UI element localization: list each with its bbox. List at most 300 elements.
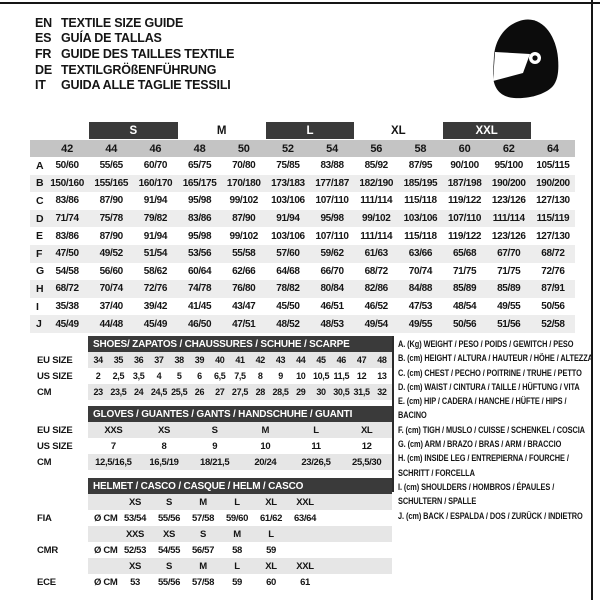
value-cell: 47 — [356, 355, 367, 365]
measurement-value: 103/106 — [271, 195, 305, 207]
row-values — [88, 574, 392, 590]
measurement-value: 127/130 — [536, 195, 570, 207]
measurement-value: 123/126 — [491, 230, 526, 242]
value-cell: 4 — [156, 371, 162, 381]
gloves-title-text: GLOVES / GUANTES / GANTS / HANDSCHUHE / GUANTI — [93, 408, 353, 420]
language-code: IT — [35, 78, 46, 93]
measurement-value: 47/50 — [55, 248, 79, 260]
value-cell: 61 — [300, 576, 310, 588]
legend-item: B. (cm) HEIGHT / ALTURA / HAUTEUR / HÖHE / ALTEZZA — [398, 353, 593, 364]
row-side-label: CMR — [37, 544, 59, 556]
row-side-label: FIA — [37, 512, 52, 524]
value-cell: 11 — [311, 440, 321, 452]
measurement-value: 87/95 — [408, 160, 433, 172]
row-values — [88, 526, 392, 542]
shoes-table — [30, 336, 392, 400]
measurement-value: 119/122 — [448, 230, 482, 242]
size-header-cell: 62 — [502, 142, 515, 155]
size-header-cell: 48 — [193, 142, 206, 155]
value-cell: L — [268, 528, 274, 540]
value-cell: 55/56 — [157, 576, 181, 588]
value-cell: 23,5 — [110, 387, 127, 397]
value-cell: 30 — [316, 387, 326, 397]
unit-label: Ø CM — [94, 512, 118, 524]
measurement-value: 83/88 — [320, 160, 344, 172]
row-values — [88, 558, 392, 574]
unit-label: Ø CM — [94, 544, 118, 556]
measurement-legend — [398, 337, 593, 523]
measurement-value: 70/74 — [408, 265, 433, 277]
value-cell: 24 — [134, 387, 144, 397]
measurement-value: 48/52 — [276, 318, 300, 330]
value-cell: XL — [265, 496, 277, 508]
value-cell: 31,5 — [353, 387, 370, 397]
value-cell: 16,5/19 — [149, 456, 179, 468]
value-cell: XL — [265, 560, 277, 572]
measurement-value: 48/53 — [320, 318, 344, 330]
value-cell: 13 — [377, 371, 387, 381]
measurement-row-d — [30, 210, 575, 228]
value-cell: 10 — [296, 371, 306, 381]
measurement-value: 87/91 — [541, 283, 565, 295]
value-cell: M — [199, 560, 207, 572]
measurement-value: 62/66 — [232, 265, 256, 277]
row-values — [88, 422, 392, 438]
value-cell: 23 — [93, 387, 103, 397]
measurement-value: 54/58 — [55, 265, 79, 277]
legend-item: I. (cm) SHOULDERS / HOMBROS / ÉPAULES / SCHULTERN / SPALLE — [398, 481, 555, 507]
measurement-value: 95/98 — [187, 195, 212, 207]
value-cell: 59 — [232, 576, 242, 588]
language-title: GUIDA ALLE TAGLIE TESSILI — [61, 78, 231, 93]
value-cell: 18/21,5 — [200, 456, 230, 468]
row-side-label — [30, 526, 88, 542]
value-cell: 39 — [194, 355, 205, 365]
size-group-l: L — [266, 122, 354, 139]
textile-size-table — [30, 122, 575, 333]
language-code: FR — [35, 46, 52, 61]
measurement-value: 85/89 — [497, 283, 521, 295]
value-cell: 57/58 — [191, 512, 215, 524]
legend-item: E. (cm) HIP / CADERA / HANCHE / HÜFTE / HIPS / BACINO — [398, 396, 567, 421]
row-side-label: EU SIZE — [37, 354, 73, 366]
value-cell: 25,5/30 — [352, 456, 382, 468]
measurement-value: 91/94 — [276, 213, 300, 225]
value-cell: XS — [129, 496, 141, 508]
measurement-value: 95/98 — [320, 213, 344, 225]
measurement-value: 45/49 — [143, 318, 168, 330]
filler-cell — [322, 526, 392, 542]
measurement-value: 87/90 — [232, 213, 256, 225]
measurement-value: 190/200 — [536, 177, 570, 189]
measurement-value: 60/70 — [143, 160, 168, 172]
measurement-value: 90/100 — [450, 160, 479, 172]
measurement-value: 66/70 — [320, 265, 344, 277]
measurement-value: 46/51 — [320, 301, 344, 313]
row-values — [88, 454, 392, 470]
size-header-row — [30, 140, 575, 157]
filler-cell — [322, 494, 392, 510]
measurement-value: 170/180 — [226, 177, 261, 189]
legend-divider-line — [392, 336, 394, 492]
measurement-value: 182/190 — [359, 177, 394, 189]
spacer-cell — [30, 336, 88, 352]
value-cell: 3,5 — [132, 371, 145, 381]
row-label: A — [36, 159, 44, 172]
measurement-value: 115/118 — [404, 230, 437, 242]
measurement-value: 83/86 — [55, 195, 79, 207]
measurement-value: 49/55 — [497, 301, 521, 313]
unit-label — [88, 558, 118, 574]
value-cell: S — [166, 560, 172, 572]
measurement-value: 49/52 — [99, 248, 123, 260]
value-cell: M — [199, 496, 207, 508]
measurement-value: 49/55 — [408, 318, 433, 330]
value-cell: 53 — [130, 576, 140, 588]
value-cell: 7,5 — [234, 371, 246, 381]
measurement-value: 91/94 — [143, 230, 168, 242]
value-cell: 8 — [257, 371, 263, 381]
value-cell: 23/26,5 — [301, 456, 331, 468]
measurement-row-c — [30, 192, 575, 210]
measurement-value: 52/58 — [541, 318, 565, 330]
language-row — [35, 62, 234, 78]
value-cell: 58 — [232, 544, 242, 556]
value-cell: L — [234, 560, 240, 572]
measurement-value: 127/130 — [536, 230, 570, 242]
row-side-label: CM — [37, 386, 52, 398]
value-cell: XS — [163, 528, 175, 540]
size-header-spacer — [30, 140, 45, 157]
measurement-value: 64/68 — [276, 265, 300, 277]
measurement-value: 46/52 — [364, 301, 388, 313]
measurement-value: 71/75 — [497, 265, 521, 277]
value-cell: 46 — [336, 355, 346, 365]
value-cell: 8 — [161, 440, 167, 452]
measurement-value: 39/42 — [143, 301, 168, 313]
measurement-value: 111/114 — [360, 195, 393, 207]
measurement-row-h — [30, 280, 575, 298]
measurement-value: 123/126 — [491, 195, 526, 207]
measurement-value: 53/56 — [187, 248, 212, 260]
spacer-cell — [30, 478, 88, 494]
size-group-xl: XL — [390, 124, 406, 137]
value-cell: S — [200, 528, 206, 540]
row-values — [88, 494, 392, 510]
row-label: J — [36, 318, 42, 331]
value-cell: 60 — [266, 576, 276, 588]
measurement-value: 50/60 — [55, 160, 79, 172]
measurement-value: 80/84 — [320, 283, 344, 295]
measurement-value: 72/76 — [541, 265, 565, 277]
value-cell: L — [234, 496, 240, 508]
helmet-title-text: HELMET / CASCO / CASQUE / HELM / CASCO — [93, 480, 304, 492]
value-cell: 43 — [275, 355, 286, 365]
value-cell: 45 — [316, 355, 326, 365]
value-cell: 6 — [197, 371, 202, 381]
value-cell: 10 — [260, 440, 271, 452]
language-title: TEXTILGRÖßENFÜHRUNG — [61, 62, 217, 77]
measurement-value: 51/54 — [143, 248, 168, 260]
value-cell: 27,5 — [231, 387, 249, 397]
measurement-value: 84/88 — [408, 283, 433, 295]
value-cell: 63/64 — [293, 512, 317, 524]
value-cell: L — [313, 424, 319, 436]
row-side-label: EU SIZE — [37, 424, 73, 436]
row-label: G — [36, 265, 44, 278]
unit-label — [88, 494, 118, 510]
measurement-value: 187/198 — [447, 177, 482, 189]
measurement-value: 185/195 — [403, 177, 438, 189]
filler-cell — [322, 542, 392, 558]
measurement-value: 85/92 — [364, 160, 388, 172]
measurement-value: 115/119 — [536, 213, 570, 225]
measurement-value: 87/90 — [99, 195, 123, 207]
measurement-value: 107/110 — [315, 230, 349, 242]
value-cell: 20/24 — [254, 456, 277, 468]
measurement-value: 37/40 — [99, 301, 123, 313]
measurement-value: 46/50 — [187, 318, 212, 330]
value-cell: M — [261, 424, 270, 436]
measurement-value: 173/183 — [271, 177, 305, 189]
size-header-cell: 42 — [61, 142, 73, 155]
value-cell: 52/53 — [123, 544, 147, 556]
row-values — [88, 510, 392, 526]
measurement-value: 48/54 — [452, 301, 477, 313]
legend-item: J. (cm) BACK / ESPALDA / DOS / ZURÜCK / INDIETRO — [398, 510, 583, 521]
measurement-value: 160/170 — [138, 177, 173, 189]
legend-item: G. (cm) ARM / BRAZO / BRAS / ARM / BRACCIO — [398, 439, 562, 450]
value-cell: 54/55 — [157, 544, 181, 556]
measurement-value: 68/72 — [541, 248, 565, 260]
row-label: E — [36, 230, 43, 243]
measurement-value: 78/82 — [276, 283, 300, 295]
value-cell: 29 — [296, 387, 306, 397]
measurement-value: 82/86 — [364, 283, 388, 295]
measurement-value: 75/78 — [99, 213, 123, 225]
value-cell: S — [166, 496, 172, 508]
row-label: F — [36, 247, 43, 260]
value-cell — [288, 542, 322, 558]
helmet-table — [30, 478, 392, 590]
value-cell: 59/60 — [225, 512, 249, 524]
value-cell: XS — [129, 560, 141, 572]
measurement-value: 155/165 — [94, 177, 129, 189]
value-cell: 42 — [255, 355, 265, 365]
row-values — [88, 384, 392, 400]
measurement-value: 103/106 — [271, 230, 305, 242]
value-cell: 10,5 — [312, 371, 330, 381]
size-header-cell: 60 — [458, 142, 471, 155]
measurement-value: 65/75 — [187, 160, 212, 172]
row-label: I — [36, 300, 39, 313]
group-spacer — [30, 122, 89, 139]
value-cell: 37 — [154, 355, 164, 365]
value-cell: XL — [360, 424, 373, 436]
measurement-value: 58/62 — [143, 265, 168, 277]
size-group-xxl: XXL — [443, 122, 531, 139]
legend-item: C. (cm) CHEST / PECHO / POITRINE / TRUHE / PETTO — [398, 367, 582, 378]
measurement-value: 44/48 — [99, 318, 123, 330]
value-cell: 57/58 — [191, 576, 215, 588]
accessory-tables — [30, 336, 392, 590]
value-cell: 48 — [377, 355, 387, 365]
measurement-value: 50/56 — [452, 318, 477, 330]
row-values — [88, 352, 392, 368]
size-header-cell: 46 — [149, 142, 162, 155]
measurement-value: 45/50 — [276, 301, 300, 313]
value-cell: 35 — [113, 355, 124, 365]
measurement-value: 68/72 — [364, 265, 388, 277]
row-values — [88, 368, 392, 384]
value-cell: 9 — [278, 371, 283, 381]
measurement-value: 59/62 — [320, 248, 344, 260]
measurement-row-g — [30, 263, 575, 281]
value-cell: 11,5 — [333, 371, 350, 381]
language-title: GUÍA DE TALLAS — [61, 31, 162, 46]
measurement-value: 87/90 — [99, 230, 123, 242]
measurement-row-j — [30, 315, 575, 333]
size-header-cell: 64 — [546, 142, 559, 155]
value-cell: 38 — [174, 355, 184, 365]
value-cell: 36 — [134, 355, 144, 365]
value-cell: 28 — [255, 387, 265, 397]
filler-cell — [322, 510, 392, 526]
measurement-value: 47/51 — [232, 318, 256, 330]
shoes-title-bar — [88, 336, 392, 352]
value-cell: 12 — [356, 371, 367, 381]
value-cell: 34 — [93, 355, 103, 365]
helmet-icon — [490, 18, 562, 102]
measurement-value: 76/80 — [232, 283, 256, 295]
value-cell: 41 — [235, 355, 245, 365]
legend-item: A. (Kg) WEIGHT / PESO / POIDS / GEWITCH / PESO — [398, 339, 574, 349]
size-header-cell: 58 — [414, 142, 427, 155]
value-cell: XXS — [104, 424, 123, 436]
measurement-value: 55/65 — [99, 160, 123, 172]
filler-cell — [322, 574, 392, 590]
measurement-value: 71/74 — [55, 213, 79, 225]
size-group-s: S — [89, 122, 177, 139]
value-cell: 24,5 — [150, 387, 167, 397]
helmet-title-bar — [88, 478, 392, 494]
legend-item: H. (cm) INSIDE LEG / ENTREPIERNA / FOURCHE / SCHRITT / FORCELLA — [398, 453, 569, 478]
language-code: EN — [35, 15, 52, 30]
value-cell: 53/54 — [123, 512, 147, 524]
size-header-cell: 44 — [105, 142, 118, 155]
measurement-value: 55/58 — [232, 248, 256, 260]
measurement-value: 105/115 — [536, 160, 570, 172]
value-cell: XXL — [296, 496, 314, 508]
measurement-value: 50/56 — [541, 301, 565, 313]
legend-item: F. (cm) TIGH / MUSLO / CUISSE / SCHENKEL / COSCIA — [398, 424, 585, 435]
value-cell: 12,5/16,5 — [95, 456, 132, 468]
measurement-value: 47/53 — [408, 301, 433, 313]
value-cell: 30,5 — [333, 387, 350, 397]
row-values — [88, 542, 392, 558]
legend-item: D. (cm) WAIST / CINTURA / TAILLE / HÜFTUNG / VITA — [398, 381, 580, 392]
measurement-value: 103/106 — [403, 213, 438, 225]
measurement-value: 83/86 — [187, 213, 212, 225]
language-title: TEXTILE SIZE GUIDE — [61, 15, 184, 30]
row-side-label — [30, 494, 88, 510]
measurement-value: 165/175 — [182, 177, 217, 189]
row-side-label: US SIZE — [37, 440, 73, 452]
language-title: GUIDE DES TAILLES TEXTILE — [61, 46, 235, 61]
value-cell: 7 — [110, 440, 116, 452]
shoes-title-text: SHOES/ ZAPATOS / CHAUSSURES / SCHUHE / SCARPE — [93, 338, 350, 350]
value-cell: 56/57 — [191, 544, 215, 556]
value-cell: 40 — [215, 355, 225, 365]
row-side-label: CM — [37, 456, 52, 468]
measurement-value: 70/80 — [232, 160, 256, 172]
unit-label — [88, 526, 118, 542]
measurement-value: 83/86 — [55, 230, 79, 242]
row-side-label — [30, 558, 88, 574]
measurement-value: 63/66 — [408, 248, 433, 260]
filler-cell — [322, 558, 392, 574]
language-row — [35, 31, 234, 47]
measurement-value: 67/70 — [497, 248, 521, 260]
language-code: ES — [35, 31, 52, 46]
language-row — [35, 15, 234, 31]
measurement-value: 99/102 — [361, 213, 391, 225]
measurement-row-a — [30, 157, 575, 175]
measurement-value: 150/160 — [50, 177, 84, 189]
measurement-value: 107/110 — [315, 195, 349, 207]
gloves-title-bar — [88, 406, 392, 422]
gloves-table — [30, 406, 392, 470]
language-row — [35, 46, 234, 62]
value-cell: 2,5 — [112, 371, 125, 381]
measurement-value: 49/54 — [364, 318, 388, 330]
value-cell: 27 — [215, 387, 225, 397]
measurement-value: 115/118 — [404, 195, 437, 207]
value-cell — [288, 526, 322, 542]
value-cell: 55/56 — [157, 512, 181, 524]
value-cell: 28,5 — [272, 387, 289, 397]
measurement-row-f — [30, 245, 575, 263]
measurement-value: 61/63 — [364, 248, 388, 260]
spacer-cell — [30, 406, 88, 422]
measurement-value: 35/38 — [55, 301, 79, 313]
measurement-value: 111/114 — [492, 213, 525, 225]
value-cell: 12 — [361, 440, 372, 452]
measurement-value: 111/114 — [360, 230, 393, 242]
value-cell: 44 — [296, 355, 306, 365]
measurement-value: 45/49 — [55, 318, 79, 330]
measurement-value: 68/72 — [55, 283, 79, 295]
value-cell: 61/62 — [259, 512, 283, 524]
measurement-value: 95/98 — [187, 230, 212, 242]
measurement-row-b — [30, 175, 575, 193]
measurement-value: 107/110 — [448, 213, 482, 225]
value-cell: 5 — [176, 371, 182, 381]
measurement-value: 85/89 — [452, 283, 477, 295]
size-group-m: M — [216, 124, 227, 137]
measurement-value: 91/94 — [143, 195, 168, 207]
measurement-value: 72/76 — [143, 283, 168, 295]
measurement-value: 70/74 — [99, 283, 123, 295]
top-border-line — [0, 2, 600, 4]
value-cell: 25,5 — [171, 387, 188, 397]
language-code: DE — [35, 62, 52, 77]
measurement-value: 51/56 — [497, 318, 521, 330]
size-group-row — [30, 122, 575, 139]
value-cell: XS — [158, 424, 170, 436]
row-side-label: US SIZE — [37, 370, 73, 382]
measurement-value: 190/200 — [491, 177, 526, 189]
